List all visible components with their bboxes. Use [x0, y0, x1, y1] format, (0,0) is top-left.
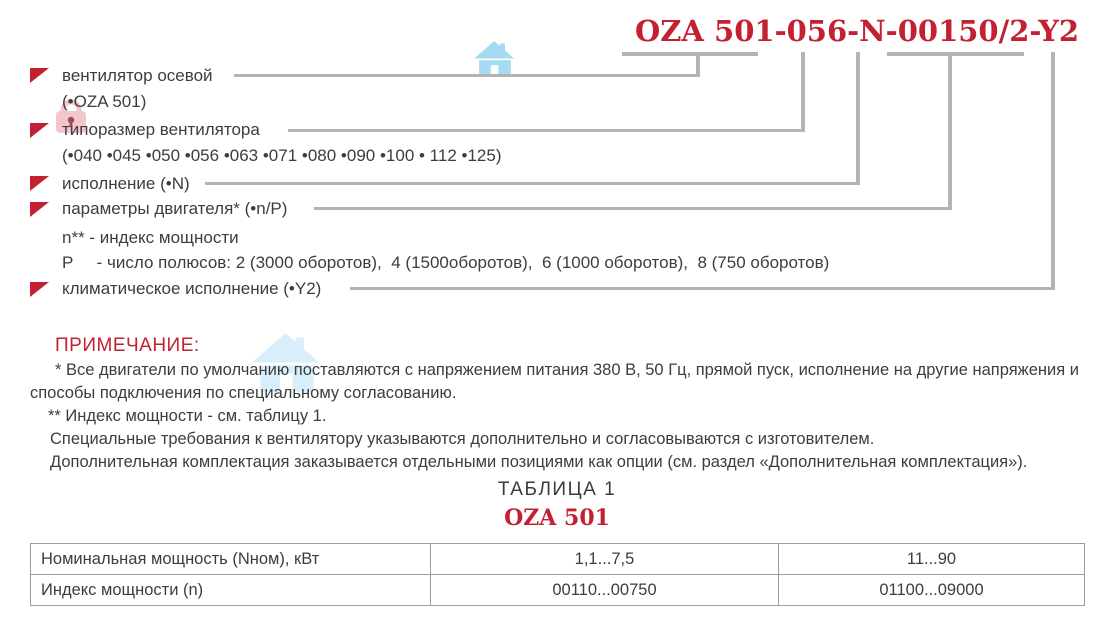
- legend-item-power-index: n** - индекс мощности: [62, 228, 239, 247]
- legend-item-fan-type-values: (•OZA 501): [62, 92, 147, 111]
- callout-vertical: [801, 52, 805, 132]
- cell-power-index-small: 00110...00750: [431, 575, 779, 606]
- legend-item-execution: исполнение (•N): [62, 174, 190, 193]
- legend-item-climate: климатическое исполнение (•Y2): [62, 279, 322, 298]
- legend-item-size-values: (•040 •045 •050 •056 •063 •071 •080 •090 •100 • 112 •125): [62, 146, 502, 165]
- legend-item-poles: P - число полюсов: 2 (3000 оборотов), 4 (1500оборотов), 6 (1000 оборотов), 8 (750 оборотов): [62, 253, 830, 272]
- cell-power-index-large: 01100...09000: [779, 575, 1085, 606]
- legend-item-fan-type: вентилятор осевой: [62, 66, 213, 85]
- legend-marker-icon: [30, 202, 49, 217]
- table-caption: ТАБЛИЦА 1: [497, 479, 617, 500]
- callout-line: [205, 182, 860, 185]
- legend-marker-icon: [30, 123, 49, 138]
- spec-table: [30, 543, 1085, 606]
- callout-vertical: [1051, 52, 1055, 290]
- legend-item-motor-params: параметры двигателя* (•n/P): [62, 199, 288, 218]
- cell-power-index-label: Индекс мощности (n): [31, 575, 431, 606]
- legend-marker-icon: [30, 282, 49, 297]
- note-paragraph: * Все двигатели по умолчанию поставляются с напряжением питания 380 В, 50 Гц, прямой пуск, исполнение на другие напряжения и: [55, 361, 1079, 379]
- house-watermark-icon: [474, 41, 516, 76]
- note-paragraph: Дополнительная комплектация заказывается отдельными позициями как опции (см. раздел «Дополнительная комплектация»).: [50, 453, 1028, 471]
- note-paragraph: Специальные требования к вентилятору указываются дополнительно и согласовываются с изготовителем.: [50, 430, 875, 448]
- table-row: [31, 575, 1085, 606]
- model-code-title: OZA 501-056-N-00150/2-Y2: [635, 14, 1080, 48]
- table-row: [31, 544, 1085, 575]
- callout-vertical: [948, 52, 952, 210]
- callout-line: [350, 287, 1055, 290]
- note-paragraph: ** Индекс мощности - см. таблицу 1.: [48, 407, 327, 425]
- note-paragraph: способы подключения по специальному согласованию.: [30, 384, 457, 402]
- legend-marker-icon: [30, 68, 49, 83]
- legend-marker-icon: [30, 176, 49, 191]
- callout-line: [314, 207, 952, 210]
- cell-nominal-power-small: 1,1...7,5: [431, 544, 779, 575]
- code-underline: [622, 52, 758, 56]
- callout-line: [288, 129, 805, 132]
- cell-nominal-power-label: Номинальная мощность (Nном), кВт: [31, 544, 431, 575]
- callout-line: [234, 74, 700, 77]
- note-heading: ПРИМЕЧАНИЕ:: [55, 335, 200, 356]
- table-subcaption: OZA 501: [504, 505, 610, 531]
- cell-nominal-power-large: 11...90: [779, 544, 1085, 575]
- legend-item-size: типоразмер вентилятора: [62, 120, 260, 139]
- code-underline: [887, 52, 1024, 56]
- callout-vertical: [856, 52, 860, 185]
